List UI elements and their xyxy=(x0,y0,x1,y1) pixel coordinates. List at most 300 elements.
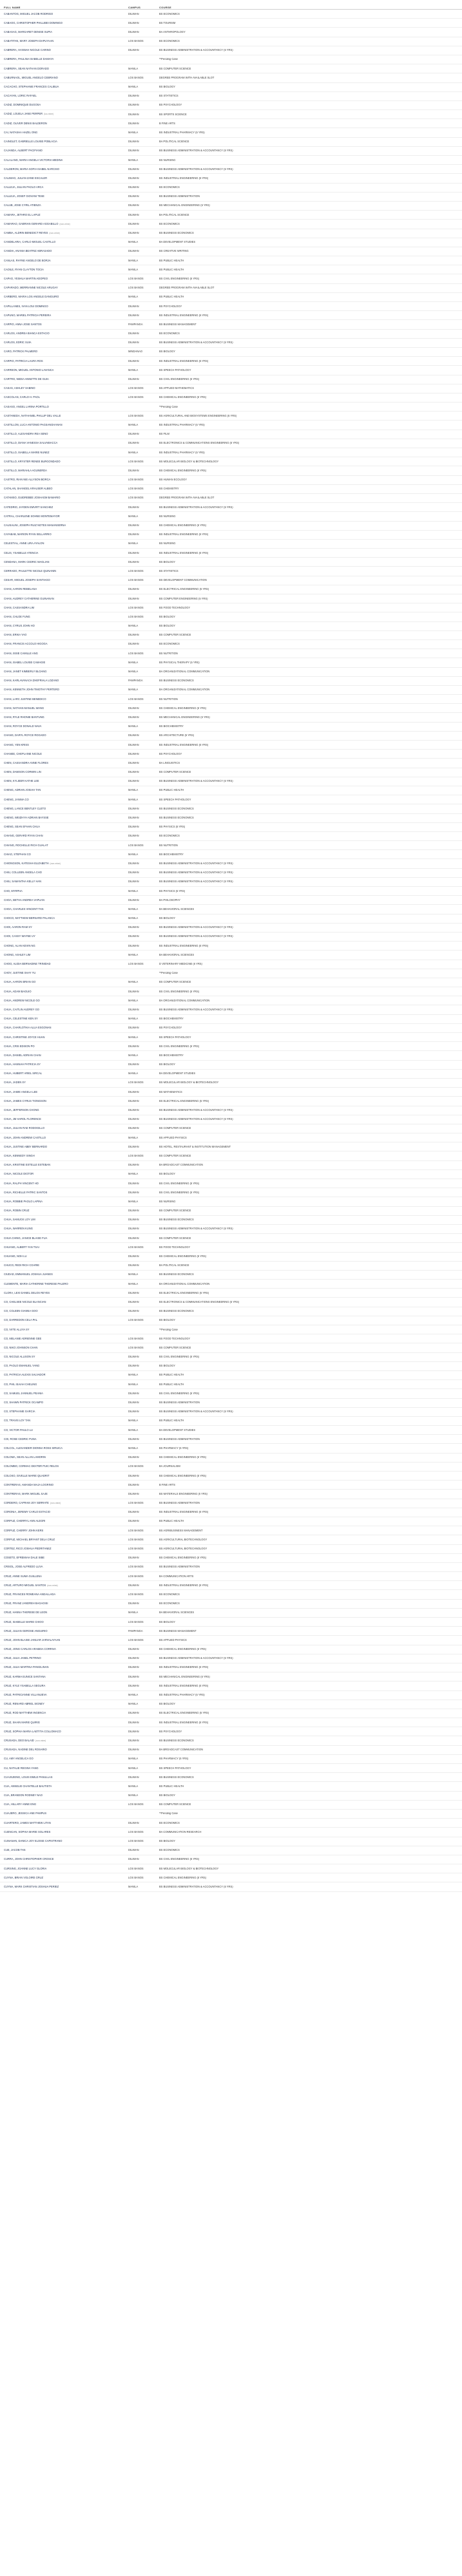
table-row xyxy=(0,1864,462,1873)
table-row xyxy=(0,713,462,722)
cell-course: BS BIOCHEMISTRY xyxy=(159,1054,184,1057)
cell-full-name xyxy=(3,1685,128,1687)
cell-full-name xyxy=(3,31,128,33)
cell-course: BS DEVELOPMENT COMMUNICATION xyxy=(159,579,207,582)
cell-course: BS CHEMICAL ENGINEERING (5 YRS) xyxy=(159,1255,207,1258)
cell-campus: MANILA xyxy=(128,1428,139,1432)
cell-course: BS ECONOMICS xyxy=(159,643,180,646)
full-name-text: CORDERO, CAPRAM JOY SERRATE xyxy=(4,1501,49,1504)
full-name-text: CHOA, CHARLES VINCENT TAN xyxy=(4,907,44,911)
full-name-text: CHAN, AUDREY CATHERINE GUINANAN xyxy=(4,597,54,600)
full-name-text: CO, SAMUEL JANNUEL PEANIA xyxy=(4,1392,43,1395)
cell-course: B FINE ARTS xyxy=(159,122,175,125)
cell-course: BS PHYSICAL THERAPY (5 YRS) xyxy=(159,661,200,664)
table-row xyxy=(0,64,462,73)
cell-course: BS MATHEMATICS xyxy=(159,1090,182,1094)
table-row xyxy=(0,1234,462,1243)
full-name-text: CATEDRIO, JAYDEN EMVIRT SANCHEZ xyxy=(4,506,53,509)
table-row xyxy=(0,1307,462,1316)
cell-campus: LOS BAÑOS xyxy=(128,478,144,482)
cell-course: BS BIOLOGY xyxy=(159,350,176,354)
cell-campus: MANILA xyxy=(128,688,139,692)
cell-full-name xyxy=(3,287,128,289)
cell-full-name xyxy=(3,1155,128,1157)
cell-full-name xyxy=(3,113,128,115)
cell-campus: MANILA xyxy=(128,1694,139,1697)
cell-course: BS AGRICULTURAL AND BIOSYSTEMS ENGINEERING (5 YRS) xyxy=(159,414,237,417)
cell-full-name xyxy=(3,552,128,554)
table-row xyxy=(0,1088,462,1097)
cell-course: BS SPORTS SCIENCE xyxy=(159,113,187,116)
table-row xyxy=(0,1444,462,1453)
table-row xyxy=(0,1061,462,1070)
cell-full-name xyxy=(3,460,128,463)
cell-campus: LOS BAÑOS xyxy=(128,1830,144,1833)
cell-campus: DILIMAN xyxy=(128,1356,139,1359)
table-row xyxy=(0,1325,462,1334)
table-row xyxy=(0,622,462,631)
cell-full-name xyxy=(3,1721,128,1724)
cell-campus: MANILA xyxy=(128,1766,139,1770)
cell-course: BS CIVIL ENGINEERING (5 YRS) xyxy=(159,1392,200,1395)
cell-full-name xyxy=(3,214,128,216)
cell-full-name xyxy=(3,1091,128,1094)
full-name-text: CHUA, JOHN ANDREW CASTILLO xyxy=(4,1136,46,1139)
cell-campus: LOS BAÑOS xyxy=(128,844,144,847)
cell-campus: DILIMAN xyxy=(128,204,139,207)
full-name-text: CADIZ, DOMINIQUE DUGOSA xyxy=(4,104,41,107)
table-row xyxy=(0,46,462,55)
table-row xyxy=(0,576,462,585)
cell-course: BS PHYSICS (5 YRS) xyxy=(159,889,186,893)
cell-campus: LOS BAÑOS xyxy=(128,1593,144,1596)
table-row xyxy=(0,110,462,119)
cell-full-name xyxy=(3,1429,128,1432)
table-row xyxy=(0,832,462,841)
cell-campus: MANILA xyxy=(128,1018,139,1021)
cell-full-name xyxy=(3,1100,128,1103)
cell-course: BA PHILOSOPHY xyxy=(159,898,180,902)
table-row xyxy=(0,1033,462,1042)
cell-full-name xyxy=(3,168,128,171)
cell-campus: DILIMAN xyxy=(128,944,139,947)
cell-full-name xyxy=(3,1812,128,1815)
cell-campus: DILIMAN xyxy=(128,1474,139,1477)
cell-course: BS COMPUTER SCIENCE xyxy=(159,981,191,984)
table-row xyxy=(0,1151,462,1160)
cell-campus: MANILA xyxy=(128,661,139,664)
table-row xyxy=(0,73,462,82)
cell-full-name xyxy=(3,1584,128,1587)
full-name-text: CHAN, RYLE RHONIE BANTUNG xyxy=(4,715,44,719)
table-row xyxy=(0,357,462,366)
cell-campus: MANILA xyxy=(128,625,139,628)
cell-campus: PAMPANGA xyxy=(128,679,143,683)
cell-course: BS BUSINESS ADMINISTRATION & ACCOUNTANCY (5 YRS) xyxy=(159,149,233,153)
cell-course: **Pending Case xyxy=(159,1812,178,1815)
cell-full-name xyxy=(3,488,128,490)
cell-course: BS ELECTRICAL ENGINEERING (5 YRS) xyxy=(159,1099,209,1103)
full-name-text: CHIANG, ROCHELLE RICH GUALAT xyxy=(4,844,48,847)
cell-full-name xyxy=(3,917,128,920)
table-row xyxy=(0,878,462,887)
full-name-text: CRUZ, FRANCES ROMEANA ANDALLADA xyxy=(4,1593,56,1596)
cell-course: BS ELECTRICAL ENGINEERING (5 YRS) xyxy=(159,1712,209,1715)
cell-course: BS INDUSTRIAL ENGINEERING (5 YRS) xyxy=(159,1584,209,1587)
full-name-text: CRUZ, KARMA EUNICE SANTANA xyxy=(4,1675,46,1678)
cell-campus: DILIMAN xyxy=(128,104,139,107)
table-row xyxy=(0,1681,462,1690)
cell-full-name xyxy=(3,1566,128,1568)
cell-course: DEGREE PROGRAM WITH AVAILABLE SLOT xyxy=(159,287,215,290)
full-name-text: CHAN, NATHAN MANUEL WANG xyxy=(4,706,44,710)
full-name-text: CAI, NATASHA HAZEL ONG xyxy=(4,131,38,134)
cell-campus: DILIMAN xyxy=(128,359,139,363)
cell-course: BA COMMUNICATION ARTS xyxy=(159,1575,194,1578)
cell-campus: DILIMAN xyxy=(128,21,139,24)
full-name-text: CHEN, KYLIEER KATHE LEE xyxy=(4,780,39,783)
cell-full-name xyxy=(3,1611,128,1614)
cell-course: BA ORGANIZATIONAL COMMUNICATION xyxy=(159,999,210,1002)
cell-full-name xyxy=(3,670,128,673)
cell-full-name xyxy=(3,1319,128,1321)
cell-campus: DILIMAN xyxy=(128,1492,139,1495)
table-row xyxy=(0,1746,462,1755)
cell-full-name xyxy=(3,1539,128,1541)
full-name-text: CHOY, JUSTINE SHAY YU xyxy=(4,972,36,975)
full-name-text: CRUZ, RENARD ABRIEL SIGNEY xyxy=(4,1703,44,1706)
cell-course: BS BUSINESS ADMINISTRATION & ACCOUNTANCY (5 YRS) xyxy=(159,871,233,875)
cell-full-name xyxy=(3,1383,128,1386)
full-name-text: CHANG, DARYL ROYCE ROGADO xyxy=(4,734,46,737)
table-row xyxy=(0,402,462,412)
cell-full-name xyxy=(3,515,128,518)
cell-full-name xyxy=(3,1401,128,1404)
table-row xyxy=(0,37,462,46)
cell-course: BA DEVELOPMENT STUDIES xyxy=(159,1072,196,1075)
table-row xyxy=(0,1454,462,1463)
cell-full-name xyxy=(3,122,128,125)
cell-campus: DILIMAN xyxy=(128,30,139,33)
table-row xyxy=(0,1133,462,1142)
cell-full-name xyxy=(3,999,128,1002)
cell-campus: DILIMAN xyxy=(128,706,139,710)
full-name-text: CHUA CHING, JANICE BLAISE FUA xyxy=(4,1236,48,1240)
cell-full-name xyxy=(3,533,128,536)
cell-course: BS BUSINESS ADMINISTRATION & ACCOUNTANCY (5 YRS) xyxy=(159,506,233,509)
cell-campus: DILIMAN xyxy=(128,835,139,838)
cell-course: BS BUSINESS ECONOMICS xyxy=(159,1739,194,1742)
cell-course: BS APPLIED PHYSICS xyxy=(159,1136,187,1139)
full-name-text: COSETO, EFREMIAH DALE SIBE xyxy=(4,1557,44,1560)
cell-campus: LOS BAÑOS xyxy=(128,414,144,417)
full-name-text: CHAN, CHLOE FUNG xyxy=(4,615,30,618)
full-name-text: CHUA, RALPH VINCENT HO xyxy=(4,1182,39,1185)
full-name-text: CATAMSO, GUIDREBEE JOSHAGM BAMARIO xyxy=(4,497,61,500)
cell-campus: MANILA xyxy=(128,1446,139,1450)
full-name-text: CHUA, ANDREW NICOLE GO xyxy=(4,999,40,1002)
cell-full-name xyxy=(3,1137,128,1139)
name-note: (non-mine) xyxy=(50,1501,61,1504)
cell-full-name xyxy=(3,835,128,837)
full-name-text: CASTILLO, ISABELLA MARIE NUNEZ xyxy=(4,451,50,454)
cell-full-name xyxy=(3,1264,128,1267)
cell-campus: DILIMAN xyxy=(128,1557,139,1560)
table-header xyxy=(0,0,462,10)
table-row xyxy=(0,1609,462,1618)
cell-course: BS PUBLIC HEALTH xyxy=(159,1785,184,1788)
cell-course: BS INDUSTRIAL ENGINEERING (5 YRS) xyxy=(159,533,209,536)
name-note: (non-mine) xyxy=(49,231,60,234)
table-row xyxy=(0,1316,462,1325)
table-row xyxy=(0,996,462,1005)
cell-full-name xyxy=(3,972,128,974)
cell-campus: MANILA xyxy=(128,296,139,299)
cell-full-name xyxy=(3,643,128,645)
cell-campus: MANILA xyxy=(128,1611,139,1615)
table-row xyxy=(0,1736,462,1745)
full-name-text: CHEN, CASSANDRA ANNE FLORES xyxy=(4,761,48,764)
cell-course: BS INDUSTRIAL ENGINEERING (5 YRS) xyxy=(159,1666,209,1669)
table-row xyxy=(0,695,462,704)
full-name-text: CALALANG, MARIA ANGELA VICTORIA MEDINA xyxy=(4,158,63,162)
cell-campus: DILIMAN xyxy=(128,1520,139,1523)
cell-campus: MANILA xyxy=(128,158,139,162)
cell-campus: DILIMAN xyxy=(128,341,139,345)
full-name-text: CHAN, ERIKA YAO xyxy=(4,634,27,637)
cell-course: BA POLITICAL SCIENCE xyxy=(159,1264,189,1267)
cell-course: BA DEVELOPMENT STUDIES xyxy=(159,241,196,244)
full-name-text: CHAN, CASSANDRA LIM xyxy=(4,606,35,609)
cell-full-name xyxy=(3,140,128,143)
cell-campus: LOS BAÑOS xyxy=(128,287,144,290)
table-row xyxy=(0,1755,462,1764)
full-name-text: CRUZ, KYLE YSABELLA SEGURA xyxy=(4,1684,46,1687)
cell-course: BS INDUSTRIAL ENGINEERING (5 YRS) xyxy=(159,1511,209,1514)
cell-course: BS ECONOMICS xyxy=(159,40,180,43)
cell-campus: DILIMAN xyxy=(128,1821,139,1824)
full-name-text: CU, AMY ANGELICA GO xyxy=(4,1757,34,1761)
cell-full-name xyxy=(3,1520,128,1522)
cell-course: BS CIVIL ENGINEERING (5 YRS) xyxy=(159,1045,200,1048)
cell-campus: MANILA xyxy=(128,1173,139,1176)
cell-full-name xyxy=(3,1858,128,1861)
cell-full-name xyxy=(3,1127,128,1130)
cell-full-name xyxy=(3,1338,128,1340)
full-name-text: CRUSADA, NADINE DEL ROSARIO xyxy=(4,1748,47,1752)
full-name-text: CAMBA, ALDRIN BENEDICT REYES xyxy=(4,231,48,234)
cell-full-name xyxy=(3,1831,128,1833)
full-name-text: CANLAS, RHYNE ANGELO DE BORJA xyxy=(4,259,51,262)
table-row xyxy=(0,969,462,978)
full-name-text: CARPIO, ANNA JOSE SANTOS xyxy=(4,323,42,326)
cell-full-name xyxy=(3,341,128,344)
table-row xyxy=(0,1015,462,1024)
table-row xyxy=(0,147,462,156)
table-row xyxy=(0,220,462,229)
cell-full-name xyxy=(3,1310,128,1312)
cell-campus: DILIMAN xyxy=(128,1236,139,1240)
full-name-text: CHUA, NICOLE DIGTOR xyxy=(4,1173,34,1176)
full-name-text: CARLOS, EDRIC SUIA xyxy=(4,341,32,345)
cell-full-name xyxy=(3,1365,128,1367)
cell-course: BS BUSINESS ECONOMICS xyxy=(159,232,194,235)
cell-campus: MANILA xyxy=(128,1054,139,1057)
full-name-text: CACACHO, STEPHANIE FRANCES CALIBUA xyxy=(4,86,59,89)
table-row xyxy=(0,1343,462,1352)
table-row xyxy=(0,1216,462,1225)
table-row xyxy=(0,256,462,265)
cell-campus: DILIMAN xyxy=(128,1008,139,1011)
cell-full-name xyxy=(3,1868,128,1870)
cell-full-name xyxy=(3,1146,128,1148)
cell-campus: DILIMAN xyxy=(128,95,139,98)
cell-full-name xyxy=(3,981,128,983)
cell-course: BS BUSINESS ADMINISTRATION & ACCOUNTANCY (5 YRS) xyxy=(159,926,233,929)
cell-course: BS BIOLOGY xyxy=(159,1319,176,1322)
cell-campus: MANILA xyxy=(128,86,139,89)
full-name-text: CHAN, KARLAVANACH ZHEFRIALA LOZANO xyxy=(4,679,59,683)
cell-full-name xyxy=(3,104,128,106)
table-row xyxy=(0,202,462,211)
cell-campus: DILIMAN xyxy=(128,871,139,875)
full-name-text: CHUA, ADAM BAGUIO xyxy=(4,990,32,993)
table-row xyxy=(0,348,462,357)
full-name-text: CHENG, JANNIA CO xyxy=(4,798,29,801)
cell-campus: DILIMAN xyxy=(128,1483,139,1486)
cell-full-name xyxy=(3,1173,128,1175)
cell-campus: DILIMAN xyxy=(128,1191,139,1194)
table-row xyxy=(0,439,462,448)
cell-campus: DILIMAN xyxy=(128,1310,139,1313)
table-row xyxy=(0,1691,462,1700)
cell-full-name xyxy=(3,369,128,372)
full-name-text: CAINGLET, GABRIELLE LOUISE POBLACIA xyxy=(4,140,57,144)
cell-full-name xyxy=(3,862,128,865)
cell-course: BS INDUSTRIAL PHARMACY (5 YRS) xyxy=(159,131,205,134)
cell-full-name xyxy=(3,652,128,655)
full-name-text: CERRADO, PAULETTE NICOLE QUINANIN xyxy=(4,569,57,573)
table-row xyxy=(0,1334,462,1343)
full-name-text: CATALAN, SHANGEL KRAUSER ALBEO xyxy=(4,488,53,491)
table-row xyxy=(0,1280,462,1289)
table-row xyxy=(0,594,462,603)
cell-campus: DILIMAN xyxy=(128,1456,139,1459)
name-note: (non-mine) xyxy=(47,1584,58,1587)
table-row xyxy=(0,1472,462,1481)
cell-full-name xyxy=(3,1218,128,1221)
table-row xyxy=(0,1298,462,1307)
table-row xyxy=(0,193,462,202)
cell-full-name xyxy=(3,1237,128,1240)
cell-full-name xyxy=(3,1593,128,1596)
cell-campus: MANILA xyxy=(128,268,139,271)
cell-course: BS CHEMICAL ENGINEERING (5 YRS) xyxy=(159,1474,207,1477)
cell-course: BS CIVIL ENGINEERING (5 YRS) xyxy=(159,277,200,280)
cell-campus: PAMPANGA xyxy=(128,323,143,326)
cell-course: BS COMPUTER SCIENCE xyxy=(159,634,191,637)
cell-full-name xyxy=(3,762,128,764)
table-row xyxy=(0,1197,462,1206)
cell-full-name xyxy=(3,1063,128,1066)
table-row xyxy=(0,1636,462,1645)
table-row xyxy=(0,1024,462,1033)
cell-course: BS PUBLIC HEALTH xyxy=(159,1374,184,1377)
table-row xyxy=(0,247,462,256)
cell-campus: DILIMAN xyxy=(128,780,139,783)
full-name-text: CAUSALINI, JOSEPH RUIZ NOTES MANANSERNA xyxy=(4,524,66,527)
cell-course: BS BUSINESS ADMINISTRATION & ACCOUNTANCY (5 YRS) xyxy=(159,1227,233,1231)
cell-course: BS SPEECH PATHOLOGY xyxy=(159,1766,191,1770)
cell-campus: DILIMAN xyxy=(128,771,139,774)
full-name-text: CRUZ, JULIA JANEL PETRINO xyxy=(4,1657,41,1660)
cell-full-name xyxy=(3,506,128,509)
name-note: (non-mine) xyxy=(35,1739,46,1742)
full-name-text: CHENG, LANCE BENTLEY CLETO xyxy=(4,807,46,810)
full-name-text: CARPIO, PATRICIA LAURA ROS xyxy=(4,359,43,363)
full-name-text: CHAN, ISSIE CAMILLE ANG xyxy=(4,652,38,655)
cell-campus: DILIMAN xyxy=(128,734,139,737)
cell-campus: LOS BAÑOS xyxy=(128,963,144,966)
cell-course: BS INDUSTRIAL PHARMACY (5 YRS) xyxy=(159,451,205,454)
cell-course: BS BUSINESS ECONOMICS xyxy=(159,807,194,810)
cell-campus: DILIMAN xyxy=(128,926,139,929)
table-row xyxy=(0,174,462,183)
cell-campus: LOS BAÑOS xyxy=(128,1876,144,1879)
table-row xyxy=(0,1435,462,1444)
cell-course: **Pending Case xyxy=(159,58,178,61)
table-row xyxy=(0,1417,462,1426)
cell-full-name xyxy=(3,698,128,701)
cell-course: BS MOLECULAR BIOLOGY & BIOTECHNOLOGY xyxy=(159,460,219,463)
cell-campus: LOS BAÑOS xyxy=(128,387,144,390)
full-name-text: CO, NICOLE ALLISON SY xyxy=(4,1356,35,1359)
cell-full-name xyxy=(3,780,128,782)
cell-campus: DILIMAN xyxy=(128,1657,139,1660)
full-name-text: CRUZ, ISABELLE MARIE CHIOO xyxy=(4,1620,44,1624)
cell-course: BS COMPUTER SCIENCE xyxy=(159,1236,191,1240)
cell-full-name xyxy=(3,1511,128,1513)
full-name-text: CARTRO, NEDIA ANNETTE DE GUIA xyxy=(4,378,49,381)
cell-course: BS BIOLOGY xyxy=(159,1365,176,1368)
cell-full-name xyxy=(3,177,128,180)
table-row xyxy=(0,1627,462,1636)
full-name-text: CAPARADO, MERRIANNE NICOLE ARUGAY xyxy=(4,287,58,290)
cell-campus: DILIMAN xyxy=(128,1209,139,1213)
table-row xyxy=(0,1389,462,1398)
cell-campus: LOS BAÑOS xyxy=(128,1346,144,1349)
cell-course: BS BUSINESS ECONOMICS xyxy=(159,679,194,683)
cell-course: BS NUTRITION xyxy=(159,844,178,847)
table-row xyxy=(0,1106,462,1115)
cell-course: BS CHEMICAL ENGINEERING (5 YRS) xyxy=(159,1876,207,1879)
cell-full-name xyxy=(3,305,128,308)
table-row xyxy=(0,795,462,804)
cell-full-name xyxy=(3,1036,128,1039)
table-row xyxy=(0,869,462,878)
cell-full-name xyxy=(3,1530,128,1532)
table-row xyxy=(0,1097,462,1106)
full-name-text: CALUB, JOSE CYRIL ATIENZA xyxy=(4,204,41,207)
full-name-text: CO, IVITE ALLIYA SY xyxy=(4,1328,30,1331)
full-name-text: CORPUZ, CHERRYL ANN ALEGRI xyxy=(4,1520,46,1523)
cell-course: BA POLITICAL SCIENCE xyxy=(159,213,189,216)
table-row xyxy=(0,83,462,92)
cell-campus: LOS BAÑOS xyxy=(128,652,144,655)
cell-campus: LOS BAÑOS xyxy=(128,1081,144,1084)
cell-full-name xyxy=(3,478,128,481)
table-row xyxy=(0,585,462,594)
